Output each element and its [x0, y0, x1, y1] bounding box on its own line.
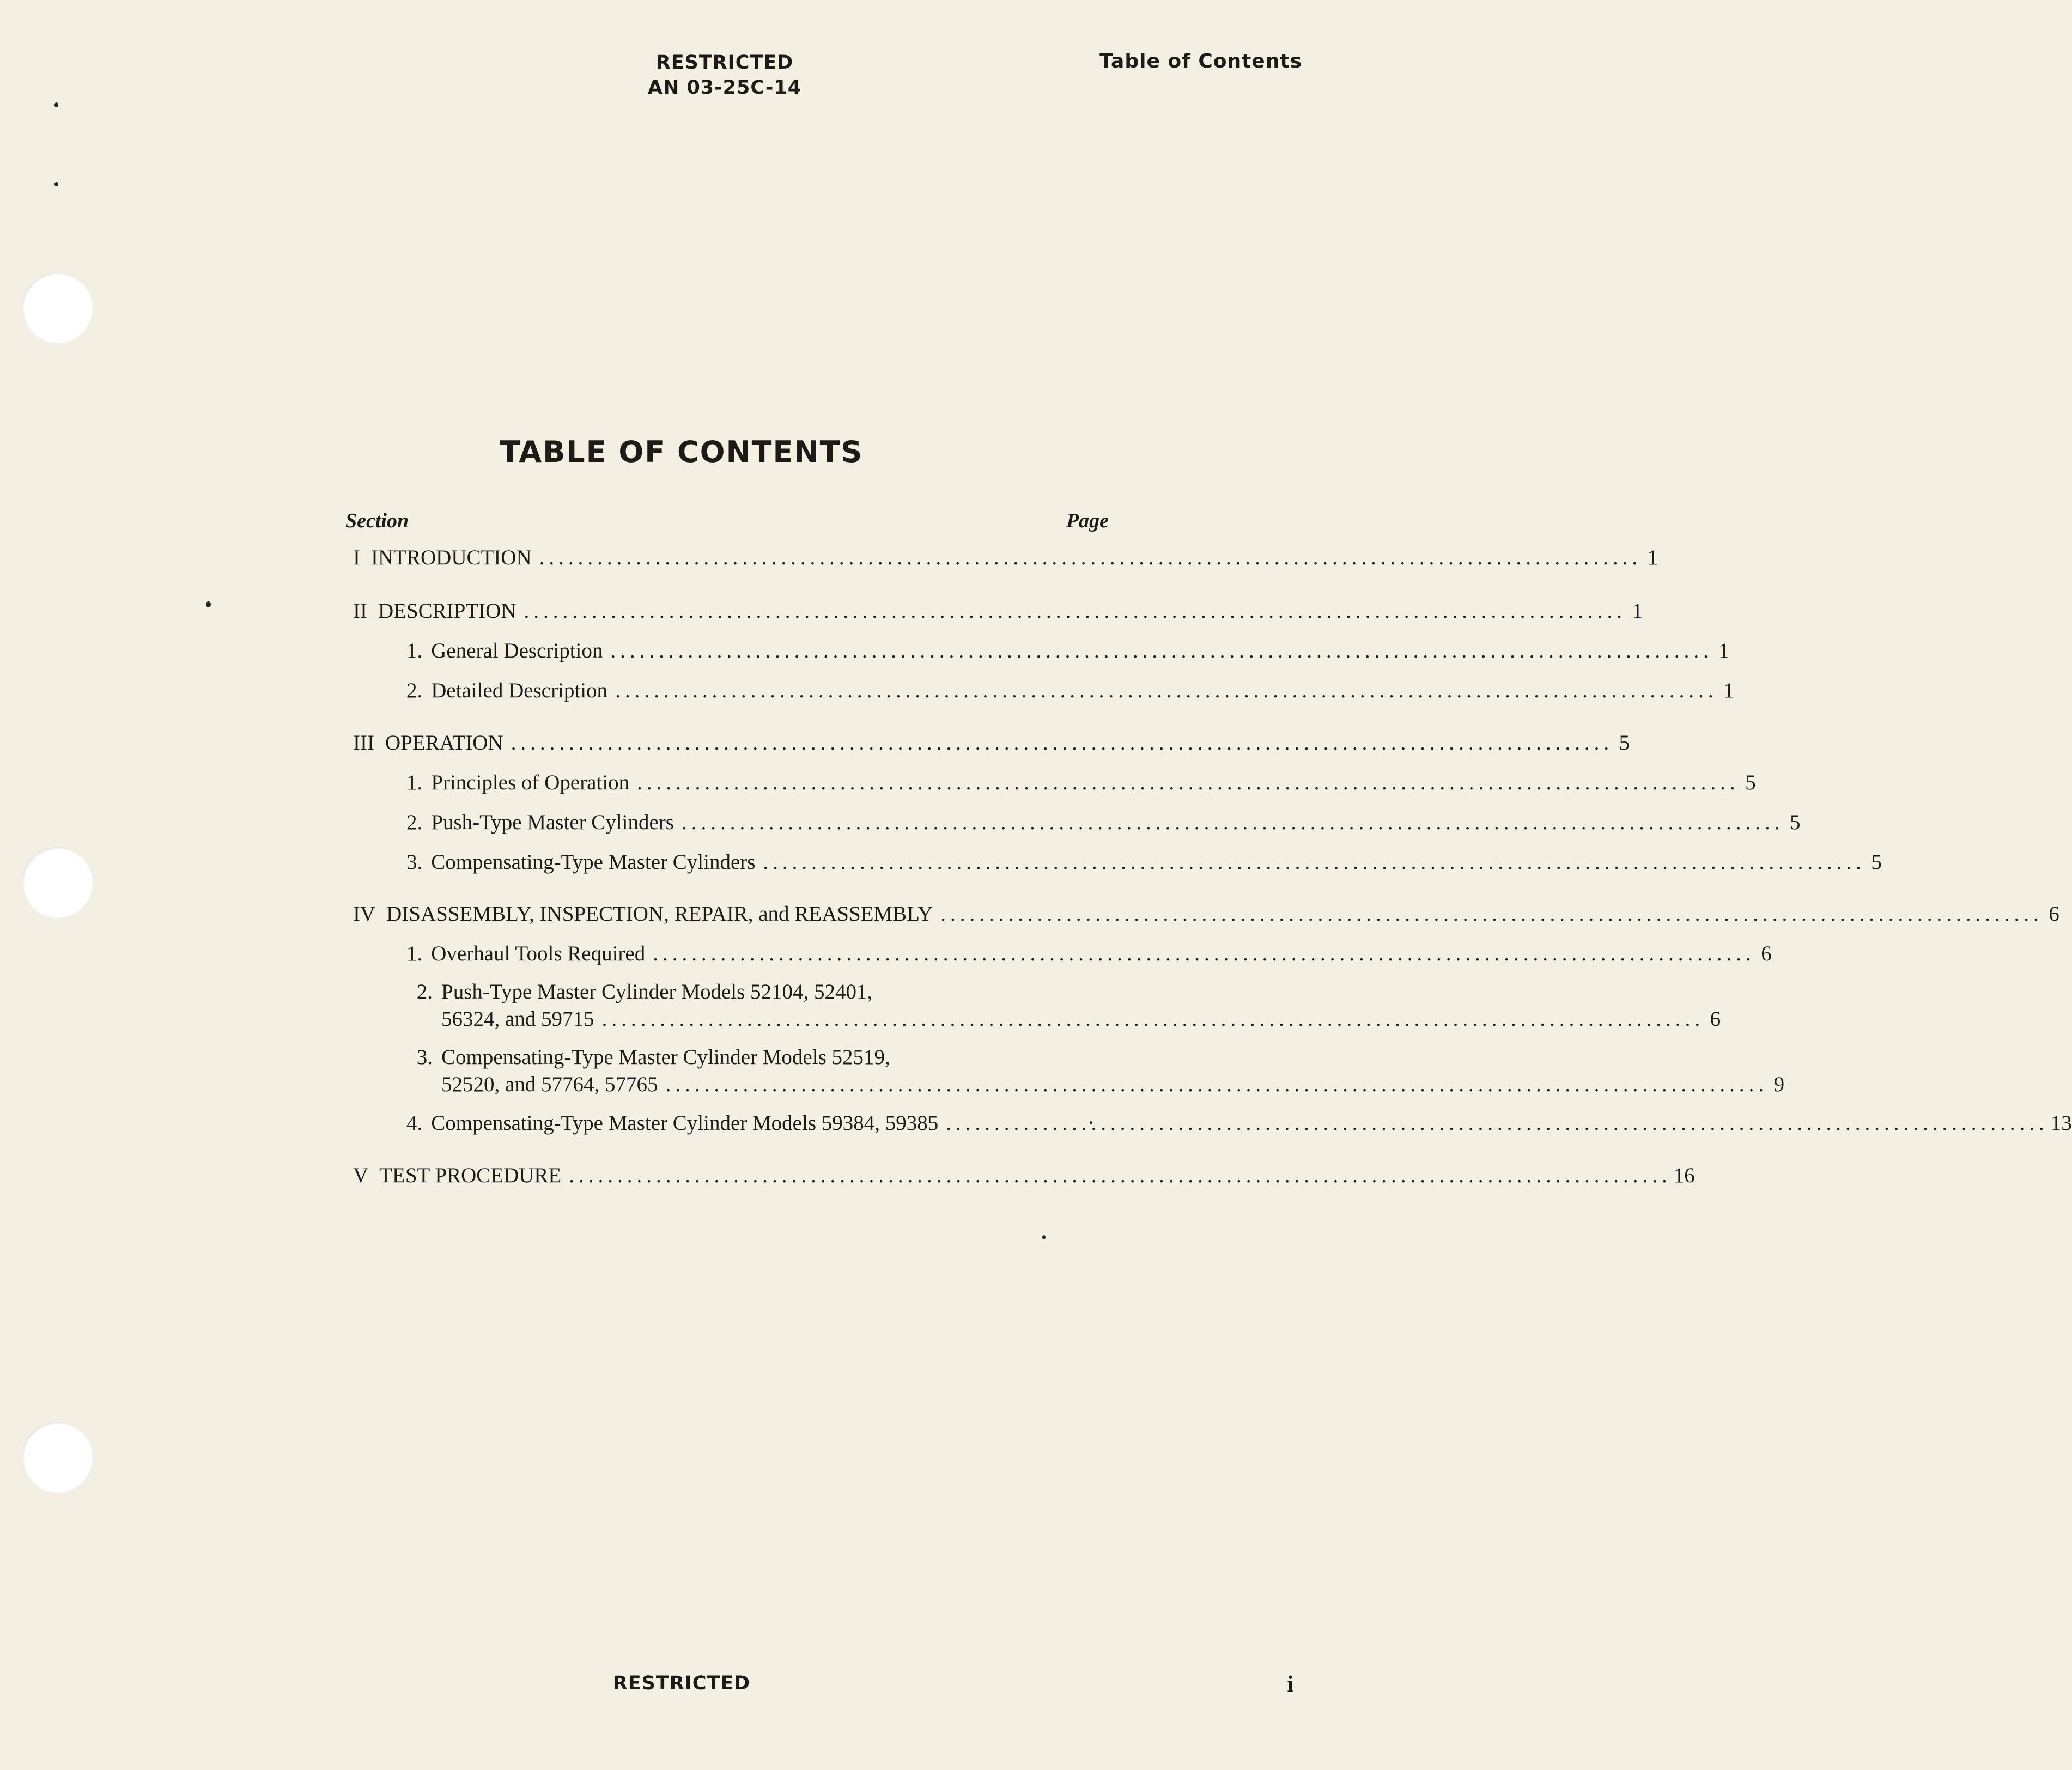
entry-label: General Description [431, 639, 603, 662]
subsection-number: 3. [416, 1045, 433, 1069]
page-header [599, 50, 850, 100]
entry-label: Compensating-Type Master Cylinders [431, 850, 756, 874]
entry-page: 5 [1789, 811, 1801, 834]
footer-page-number: i [1287, 1672, 1293, 1697]
dot-leader: .................................................................................................................. [940, 902, 2043, 926]
toc-entry-subsection[interactable] [406, 770, 1756, 795]
subsection-number: 1. [406, 639, 423, 662]
header-document-number: AN 03-25C-14 [647, 77, 802, 99]
entry-page: 5 [1745, 771, 1756, 794]
toc-entry-section[interactable] [353, 731, 1630, 755]
dot-leader: .................................................................................................................. [615, 679, 1718, 702]
entry-label: Push-Type Master Cylinders [431, 811, 674, 834]
section-number: IV [353, 902, 376, 926]
dot-leader: .................................................................................................................. [665, 1073, 1769, 1096]
toc-entry-section[interactable] [353, 599, 1643, 623]
entry-label-continuation: 52520, and 57764, 57765 [441, 1073, 658, 1096]
entry-label: Detailed Description [431, 679, 608, 702]
toc-entry-subsection[interactable] [406, 810, 1801, 835]
subsection-number: 1. [406, 942, 423, 965]
dot-leader: .................................................................................................................. [524, 599, 1627, 623]
paper-speck [54, 182, 58, 186]
toc-entry-subsection-first-line[interactable] [406, 980, 872, 1004]
toc-entry-subsection[interactable] [406, 850, 1882, 874]
subsection-number: 3. [406, 850, 423, 874]
subsection-number: 2. [406, 811, 423, 834]
entry-page: 1 [1632, 599, 1643, 623]
entry-label: Push-Type Master Cylinder Models 52104, 52401, [441, 980, 873, 1003]
entry-page: 6 [1710, 1007, 1721, 1031]
subsection-number: 2. [406, 679, 423, 702]
entry-label: INTRODUCTION [371, 546, 532, 569]
toc-entry-subsection[interactable] [406, 941, 1772, 966]
entry-page: 13 [2050, 1111, 2072, 1135]
toc-entry-subsection[interactable] [406, 1111, 2072, 1135]
dot-leader: .................................................................................................................. [610, 639, 1713, 662]
toc-entry-subsection[interactable] [406, 638, 1729, 663]
binder-hole [22, 847, 93, 918]
entry-label: Overhaul Tools Required [431, 942, 646, 965]
section-number: III [353, 731, 374, 755]
dot-leader: .................................................................................................................. [569, 1164, 1672, 1187]
binder-hole [22, 1422, 93, 1493]
entry-page: 6 [1761, 942, 1772, 965]
dot-leader: .................................................................................................................. [637, 771, 1740, 794]
entry-label: TEST PROCEDURE [379, 1164, 562, 1187]
dot-leader: .................................................................................................................. [601, 1007, 1705, 1031]
subsection-number: 4. [406, 1111, 423, 1135]
toc-entry-section[interactable] [353, 545, 1658, 570]
entry-label: DESCRIPTION [378, 599, 517, 623]
toc-entry-subsection[interactable] [406, 678, 1734, 703]
entry-page: 16 [1673, 1164, 1695, 1187]
entry-page: 5 [1619, 731, 1630, 755]
binder-hole [22, 272, 93, 343]
dot-leader: .................................................................................................................. [511, 731, 1614, 755]
entry-label-continuation: 56324, and 59715 [441, 1007, 594, 1031]
header-page-label: Table of Contents [1099, 50, 1302, 72]
entry-label: Principles of Operation [431, 771, 630, 794]
section-number: II [353, 599, 367, 623]
toc-entry-section[interactable] [353, 902, 2059, 926]
section-number: V [353, 1164, 369, 1187]
toc-entry-subsection-first-line[interactable] [406, 1045, 890, 1069]
entry-page: 1 [1647, 546, 1658, 569]
subsection-number: 1. [406, 771, 423, 794]
dot-leader: .................................................................................................................. [539, 546, 1642, 569]
toc-entry-subsection-continuation[interactable] [441, 1007, 1721, 1031]
page-column-heading: Page [1066, 509, 1109, 532]
entry-page: 1 [1718, 639, 1729, 662]
footer-classification: RESTRICTED [612, 1672, 751, 1694]
section-column-heading: Section [345, 509, 409, 532]
dot-leader: .................................................................................................................. [681, 811, 1784, 834]
toc-entry-subsection-continuation[interactable] [441, 1072, 1785, 1097]
entry-label: Compensating-Type Master Cylinder Models 59384, 59385 [431, 1111, 939, 1135]
paper-speck [1042, 1235, 1046, 1239]
dot-leader: .................................................................................................................. [653, 942, 1755, 965]
entry-page: 1 [1723, 679, 1734, 702]
entry-page: 9 [1773, 1073, 1785, 1096]
paper-speck [206, 601, 211, 607]
page-title: TABLE OF CONTENTS [500, 435, 864, 469]
entry-page: 6 [2049, 902, 2059, 926]
entry-page: 5 [1871, 850, 1882, 874]
dot-leader: .................................................................................................................. [946, 1111, 2049, 1135]
section-number: I [353, 546, 360, 569]
entry-label: Compensating-Type Master Cylinder Models 52519, [441, 1045, 890, 1069]
dot-leader: .................................................................................................................. [763, 850, 1866, 874]
entry-label: DISASSEMBLY, INSPECTION, REPAIR, and REASSEMBLY [386, 902, 933, 926]
entry-label: OPERATION [385, 731, 503, 755]
header-classification: RESTRICTED [655, 52, 794, 74]
subsection-number: 2. [416, 980, 433, 1003]
paper-speck [54, 102, 58, 107]
toc-entry-section[interactable] [353, 1163, 1695, 1188]
